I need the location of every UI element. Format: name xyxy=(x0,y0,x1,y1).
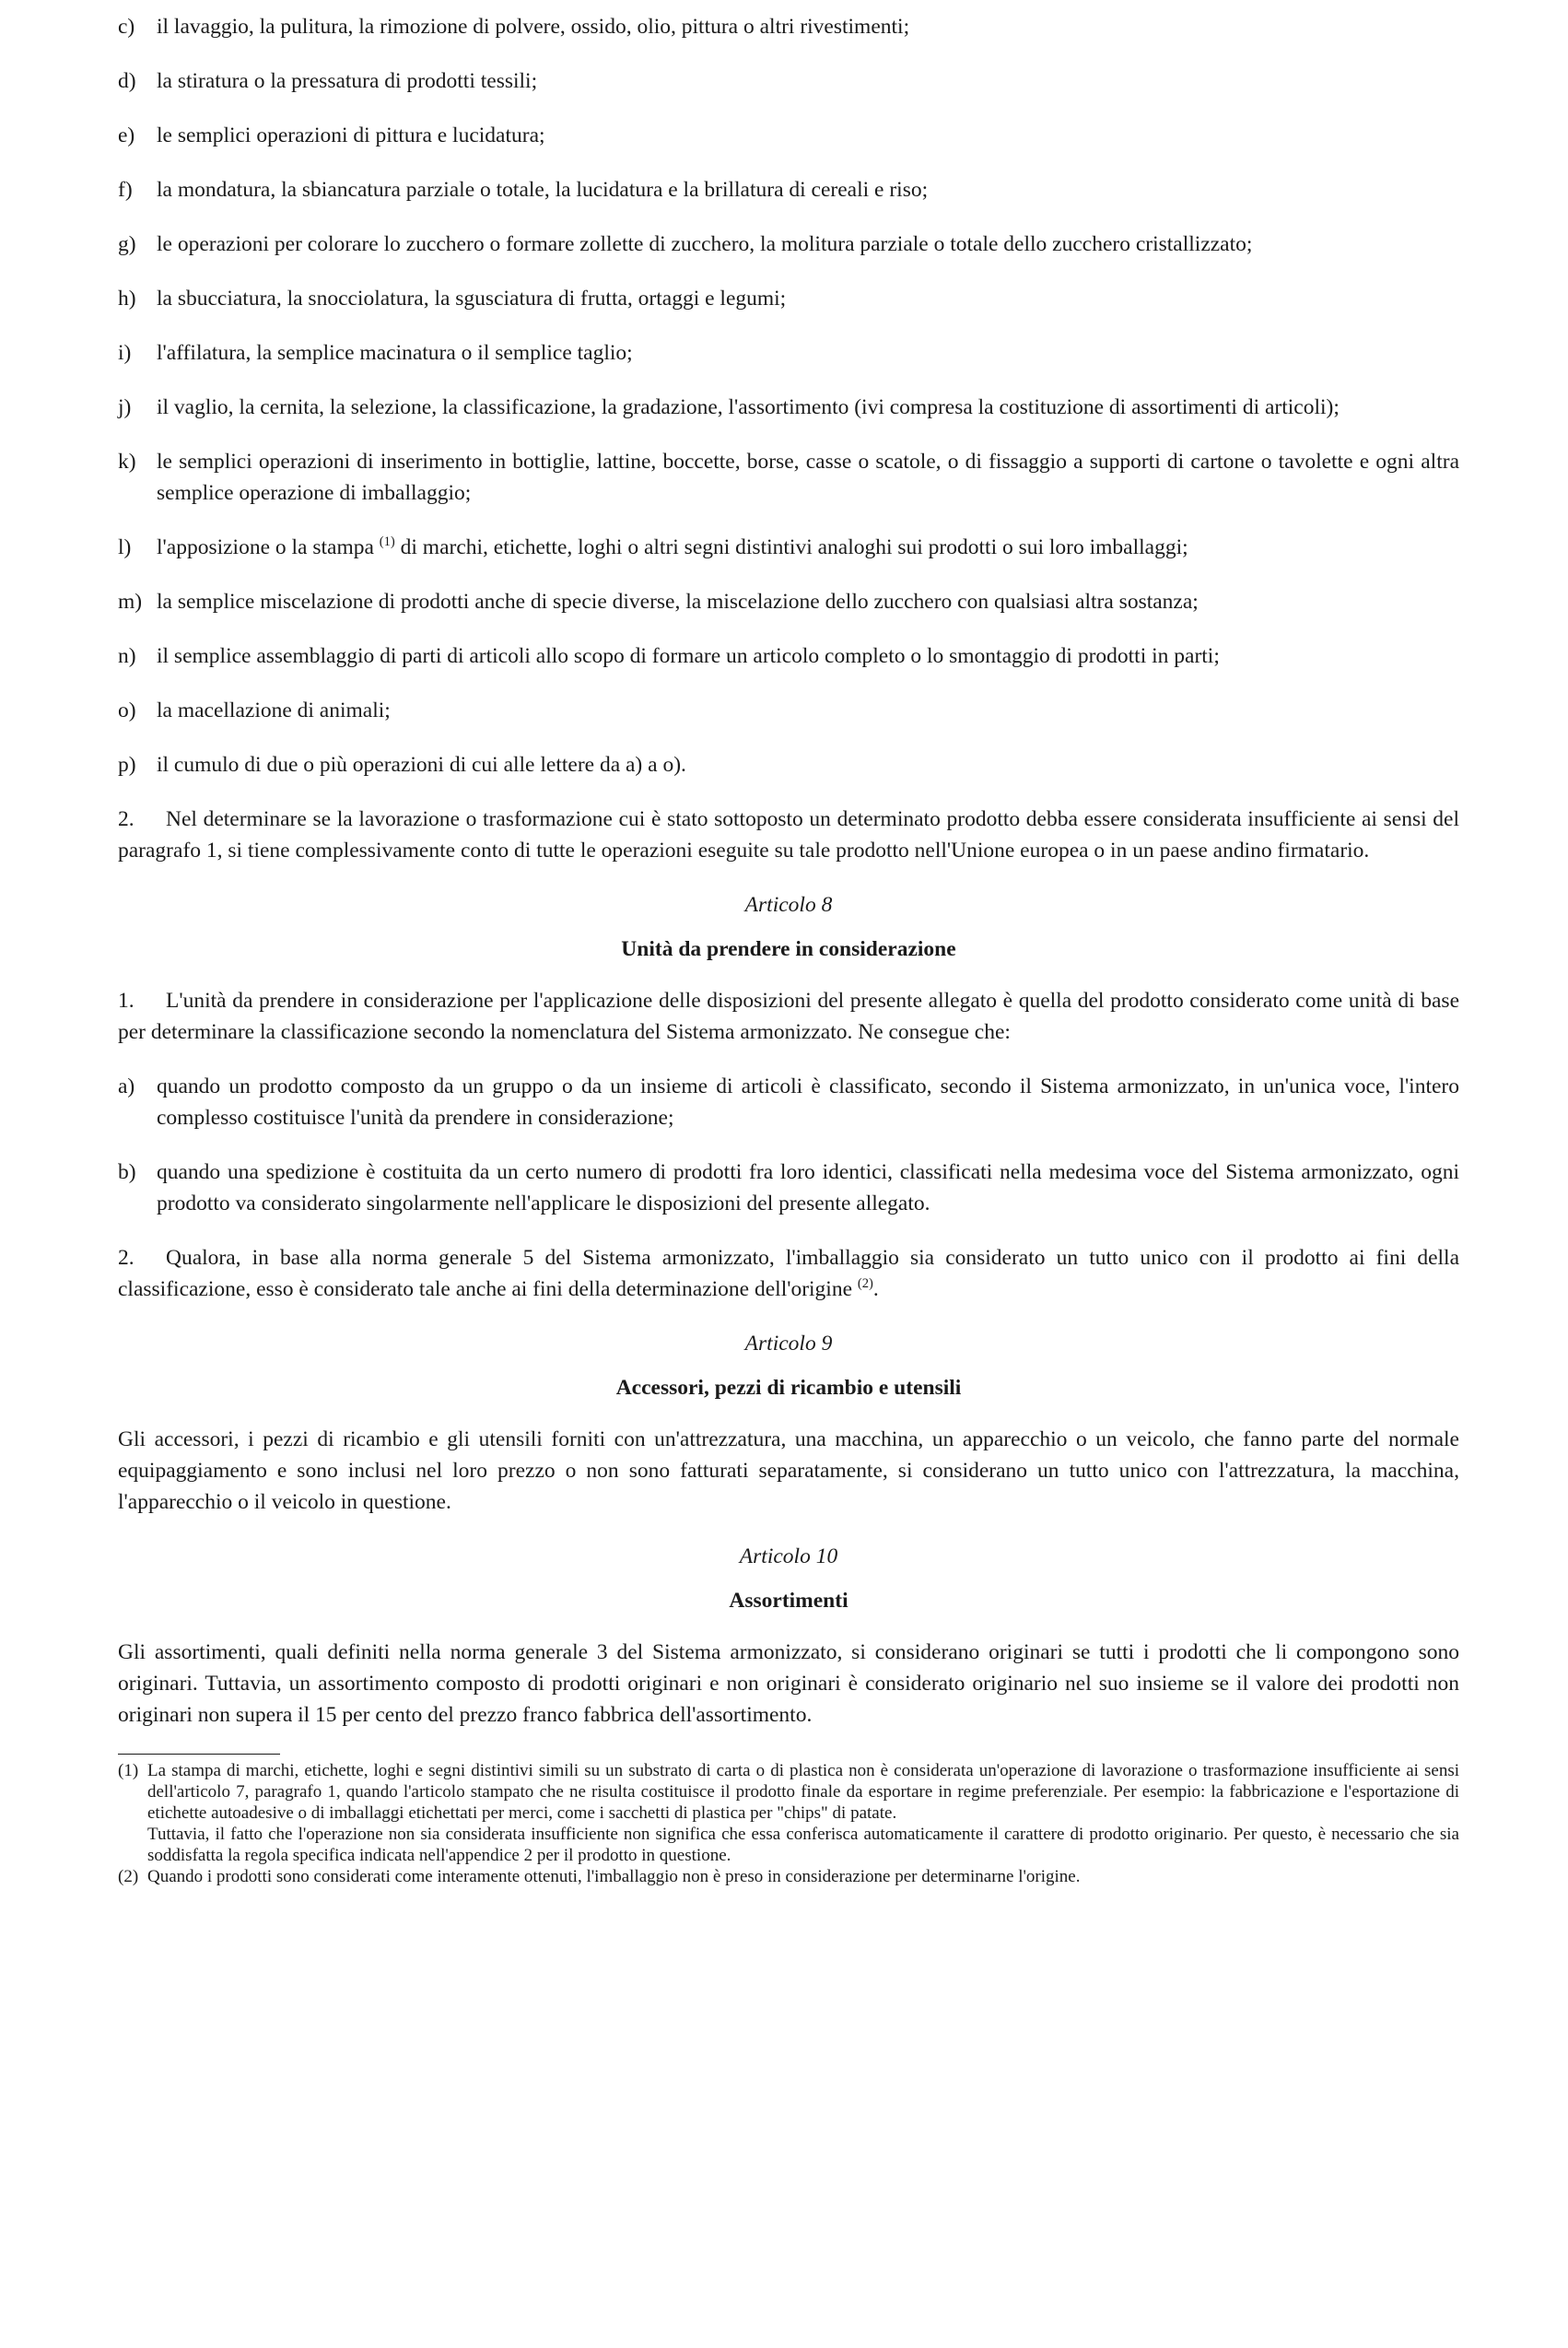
footnotes xyxy=(118,1760,1459,1887)
footnote-ref-1[interactable]: (1) xyxy=(379,534,395,550)
footnote-2: (2) Quando i prodotti sono considerati come interamente ottenuti, l'imballaggio non è preso in considerazione per determinarne l'origine. xyxy=(118,1867,1081,1886)
article-8-paragraph-2: 2. Qualora, in base alla norma generale 5 del Sistema armonizzato, l'imballaggio sia considerato un tutto unico con il prodotto ai fini della classificazione, esso è considerato tale anche ai fini della determinazione dell'origine $^{(2)}$. xyxy=(118,1246,1459,1301)
article-9-text: Gli accessori, i pezzi di ricambio e gli utensili forniti con un'attrezzatura, una macchina, un apparecchio o un veicolo, che fanno parte del normale equipaggiamento e sono inclusi nel loro prezzo o non sono fatturati separatamente, si considerano un tutto unico con l'attrezzatura, la macchina, l'apparecchio o il veicolo in questione. xyxy=(118,1427,1459,1514)
list-item: m) la semplice miscelazione di prodotti anche di specie diverse, la miscelazione dello zucchero con qualsiasi altra sostanza; xyxy=(118,590,1199,614)
list-item: b) quando una spedizione è costituita da un certo numero di prodotti fra loro identici, classificati nella medesima voce del Sistema armonizzato, ogni prodotto va considerato singolarmente nell'applicare le disposizioni del presente allegato. xyxy=(118,1160,1459,1215)
article-9-heading: Accessori, pezzi di ricambio e utensili xyxy=(615,1376,962,1400)
article-8-heading: Unità da prendere in considerazione xyxy=(621,937,956,961)
footnote-ref-2[interactable]: (2) xyxy=(857,1276,873,1292)
list-item: k) le semplici operazioni di inserimento in bottiglie, lattine, boccette, borse, casse o scatole, o di fissaggio a supporti di cartone o tavolette e ogni altra semplice operazione di imballaggio; xyxy=(118,450,1459,505)
list-item: g) le operazioni per colorare lo zucchero o formare zollette di zucchero, la molitura parziale o totale dello zucchero cristallizzato; xyxy=(118,232,1253,256)
article-8-title: Articolo 8 xyxy=(744,893,833,917)
paragraph-2: 2. Nel determinare se la lavorazione o trasformazione cui è stato sottoposto un determinato prodotto debba essere considerata insufficiente ai sensi del paragrafo 1, si tiene complessivamente conto di tutte le operazioni eseguite su tale prodotto nell'Unione europea o in un paese andino firmatario. xyxy=(118,807,1459,863)
footnote-1-continuation: Tuttavia, il fatto che l'operazione non sia considerata insufficiente non significa che essa conferisca automaticamente il carattere di prodotto originario. Per questo, è necessario che sia soddisfatta la regola specifica indicata nell'appendice 2 per il prodotto in questione. xyxy=(147,1825,1459,1865)
list-item: e) le semplici operazioni di pittura e lucidatura; xyxy=(118,123,545,147)
footnote-1: (1) La stampa di marchi, etichette, loghi e segni distintivi simili su un substrato di carta o di plastica non è considerata un'operazione di lavorazione o trasformazione insufficiente ai sensi dell'articolo 7, paragrafo 1, quando l'articolo stampato che ne risulta costituisce il prodotto finale da esportare in regime preferenziale. Per esempio: la fabbricazione e l'esportazione di etichette autoadesive o di imballaggi etichettati per merci, come i sacchetti di plastica per "chips" di patate. xyxy=(118,1761,1459,1823)
list-item: n) il semplice assemblaggio di parti di articoli allo scopo di formare un articolo completo o lo smontaggio di prodotti in parti; xyxy=(118,644,1220,668)
article-10-title: Articolo 10 xyxy=(739,1544,838,1568)
article-10-heading: Assortimenti xyxy=(729,1589,848,1613)
article-8-paragraph-1: 1. L'unità da prendere in considerazione per l'applicazione delle disposizioni del presente allegato è quella del prodotto considerato come unità di base per determinare la classificazione secondo la nomenclatura del Sistema armonizzato. Ne consegue che: xyxy=(118,989,1459,1044)
list-item: o) la macellazione di animali; xyxy=(118,699,391,722)
article-10-text: Gli assortimenti, quali definiti nella norma generale 3 del Sistema armonizzato, si considerano originari se tutti i prodotti che li compongono sono originari. Tuttavia, un assortimento composto di prodotti originari e non originari è considerato originario nel suo insieme se il valore dei prodotti non originari non supera il 15 per cento del prezzo franco fabbrica dell'assortimento. xyxy=(118,1640,1459,1727)
list-item: h) la sbucciatura, la snocciolatura, la sgusciatura di frutta, ortaggi e legumi; xyxy=(118,287,787,311)
list-item: l) l'apposizione o la stampa $^{(1)}$ di marchi, etichette, loghi o altri segni distintivi analoghi sui prodotti o sui loro imballaggi; xyxy=(118,534,1188,559)
list-item: d) la stiratura o la pressatura di prodotti tessili; xyxy=(118,69,538,93)
article-9-title: Articolo 9 xyxy=(744,1332,833,1356)
list-item: p) il cumulo di due o più operazioni di cui alle lettere da a) a o). xyxy=(118,753,686,777)
footnote-divider xyxy=(118,1754,280,1755)
operations-list xyxy=(118,11,1459,781)
list-item: a) quando un prodotto composto da un gruppo o da un insieme di articoli è classificato, secondo il Sistema armonizzato, in un'unica voce, l'intero complesso costituisce l'unità da prendere in considerazione; xyxy=(118,1074,1459,1130)
list-item: i) l'affilatura, la semplice macinatura o il semplice taglio; xyxy=(118,341,633,365)
list-item: j) il vaglio, la cernita, la selezione, la classificazione, la gradazione, l'assortimento (ivi compresa la costituzione di assortimenti di articoli); xyxy=(118,395,1340,419)
list-item: f) la mondatura, la sbiancatura parziale o totale, la lucidatura e la brillatura di cereali e riso; xyxy=(118,178,929,202)
list-item: c) il lavaggio, la pulitura, la rimozione di polvere, ossido, olio, pittura o altri rivestimenti; xyxy=(118,15,910,39)
